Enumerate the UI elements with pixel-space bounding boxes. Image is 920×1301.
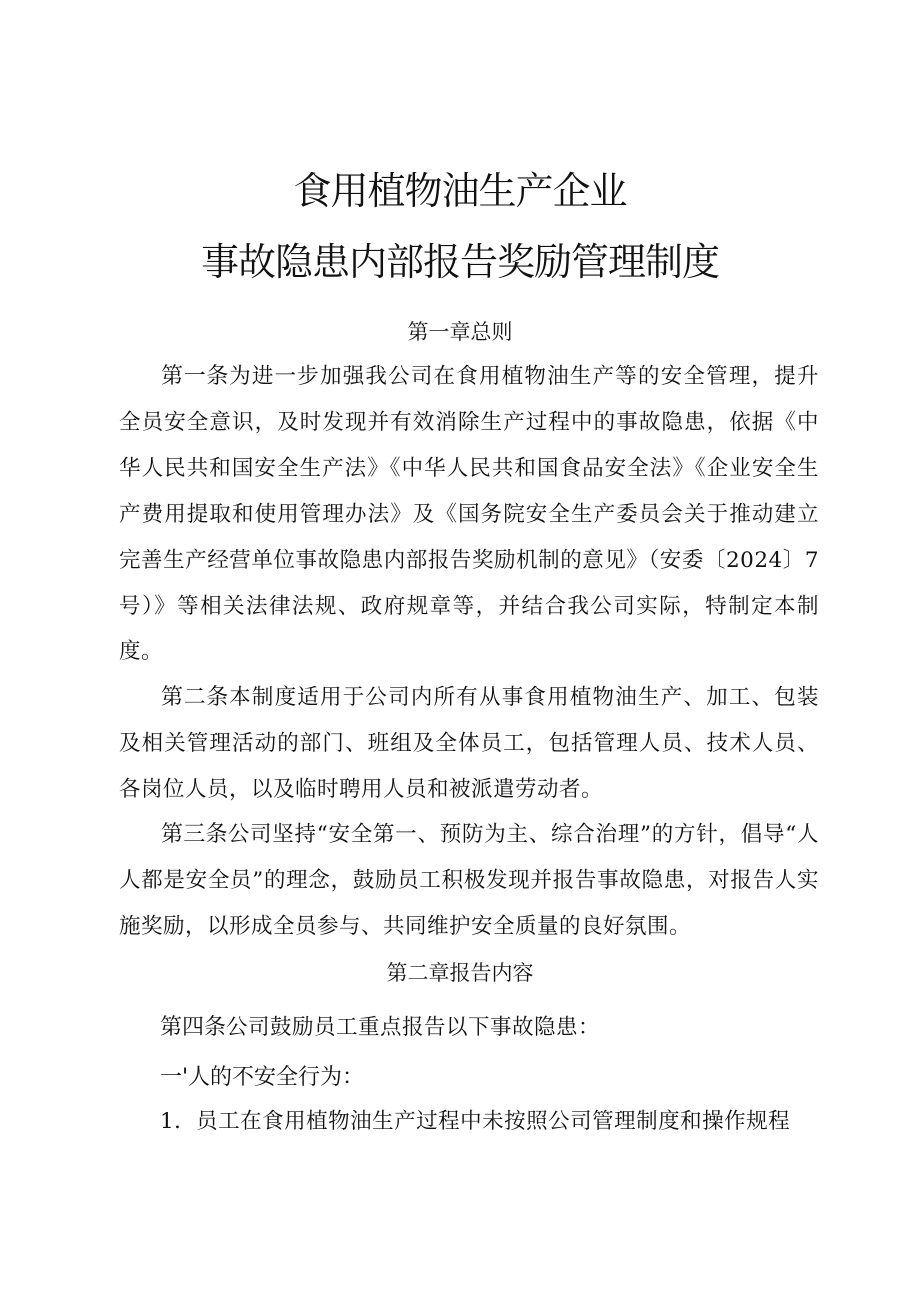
article-4-label: 第四条 (160, 1015, 227, 1040)
document-title-line-2: 事故隐患内部报告奖励管理制度 (200, 240, 719, 284)
article-4-paragraph (160, 1005, 820, 1051)
chapter-2-heading: 第二章报告内容 (386, 961, 534, 985)
article-1-label: 第一条 (161, 364, 230, 389)
document-title-line-1: 食用植物油生产企业 (293, 169, 627, 213)
chapter-1-heading: 第一章总则 (407, 320, 513, 344)
section-heading-unsafe-behavior: 一'人的不安全行为： (160, 1065, 365, 1090)
article-3-text: 公司坚持“安全第一、预防为主、综合治理”的方针，倡导“人人都是安全员”的理念，鼓励员工积极发现并报告事故隐患，对报告人实施奖励，以形成全员参与、共同维护安全质量的良好氛围。 (119, 822, 819, 939)
article-2-paragraph (119, 675, 819, 813)
article-3-paragraph (119, 812, 819, 950)
article-3-label: 第三条 (161, 822, 228, 847)
list-item-1: 1．员工在食用植物油生产过程中未按照公司管理制度和操作规程 (160, 1109, 791, 1134)
article-2-label: 第二条 (161, 685, 230, 710)
article-1-text: 为进一步加强我公司在食用植物油生产等的安全管理，提升全员安全意识，及时发现并有效消除生产过程中的事故隐患，依据《中华人民共和国安全生产法》《中华人民共和国食品安全法》《企业安全生产费用提取和使用管理办法》及《国务院安全生产委员会关于推动建立完善生产经营单位事故隐患内部报告奖励机制的意见》（安委〔2024〕7号）》等相关法律法规、政府规章等，并结合我公司实际，特制定本制度。 (119, 364, 819, 665)
article-2-text: 本制度适用于公司内所有从事食用植物油生产、加工、包装及相关管理活动的部门、班组及全体员工，包括管理人员、技术人员、各岗位人员，以及临时聘用人员和被派遣劳动者。 (119, 685, 819, 802)
article-4-text: 公司鼓励员工重点报告以下事故隐患： (226, 1015, 601, 1040)
article-1-paragraph (119, 354, 819, 675)
